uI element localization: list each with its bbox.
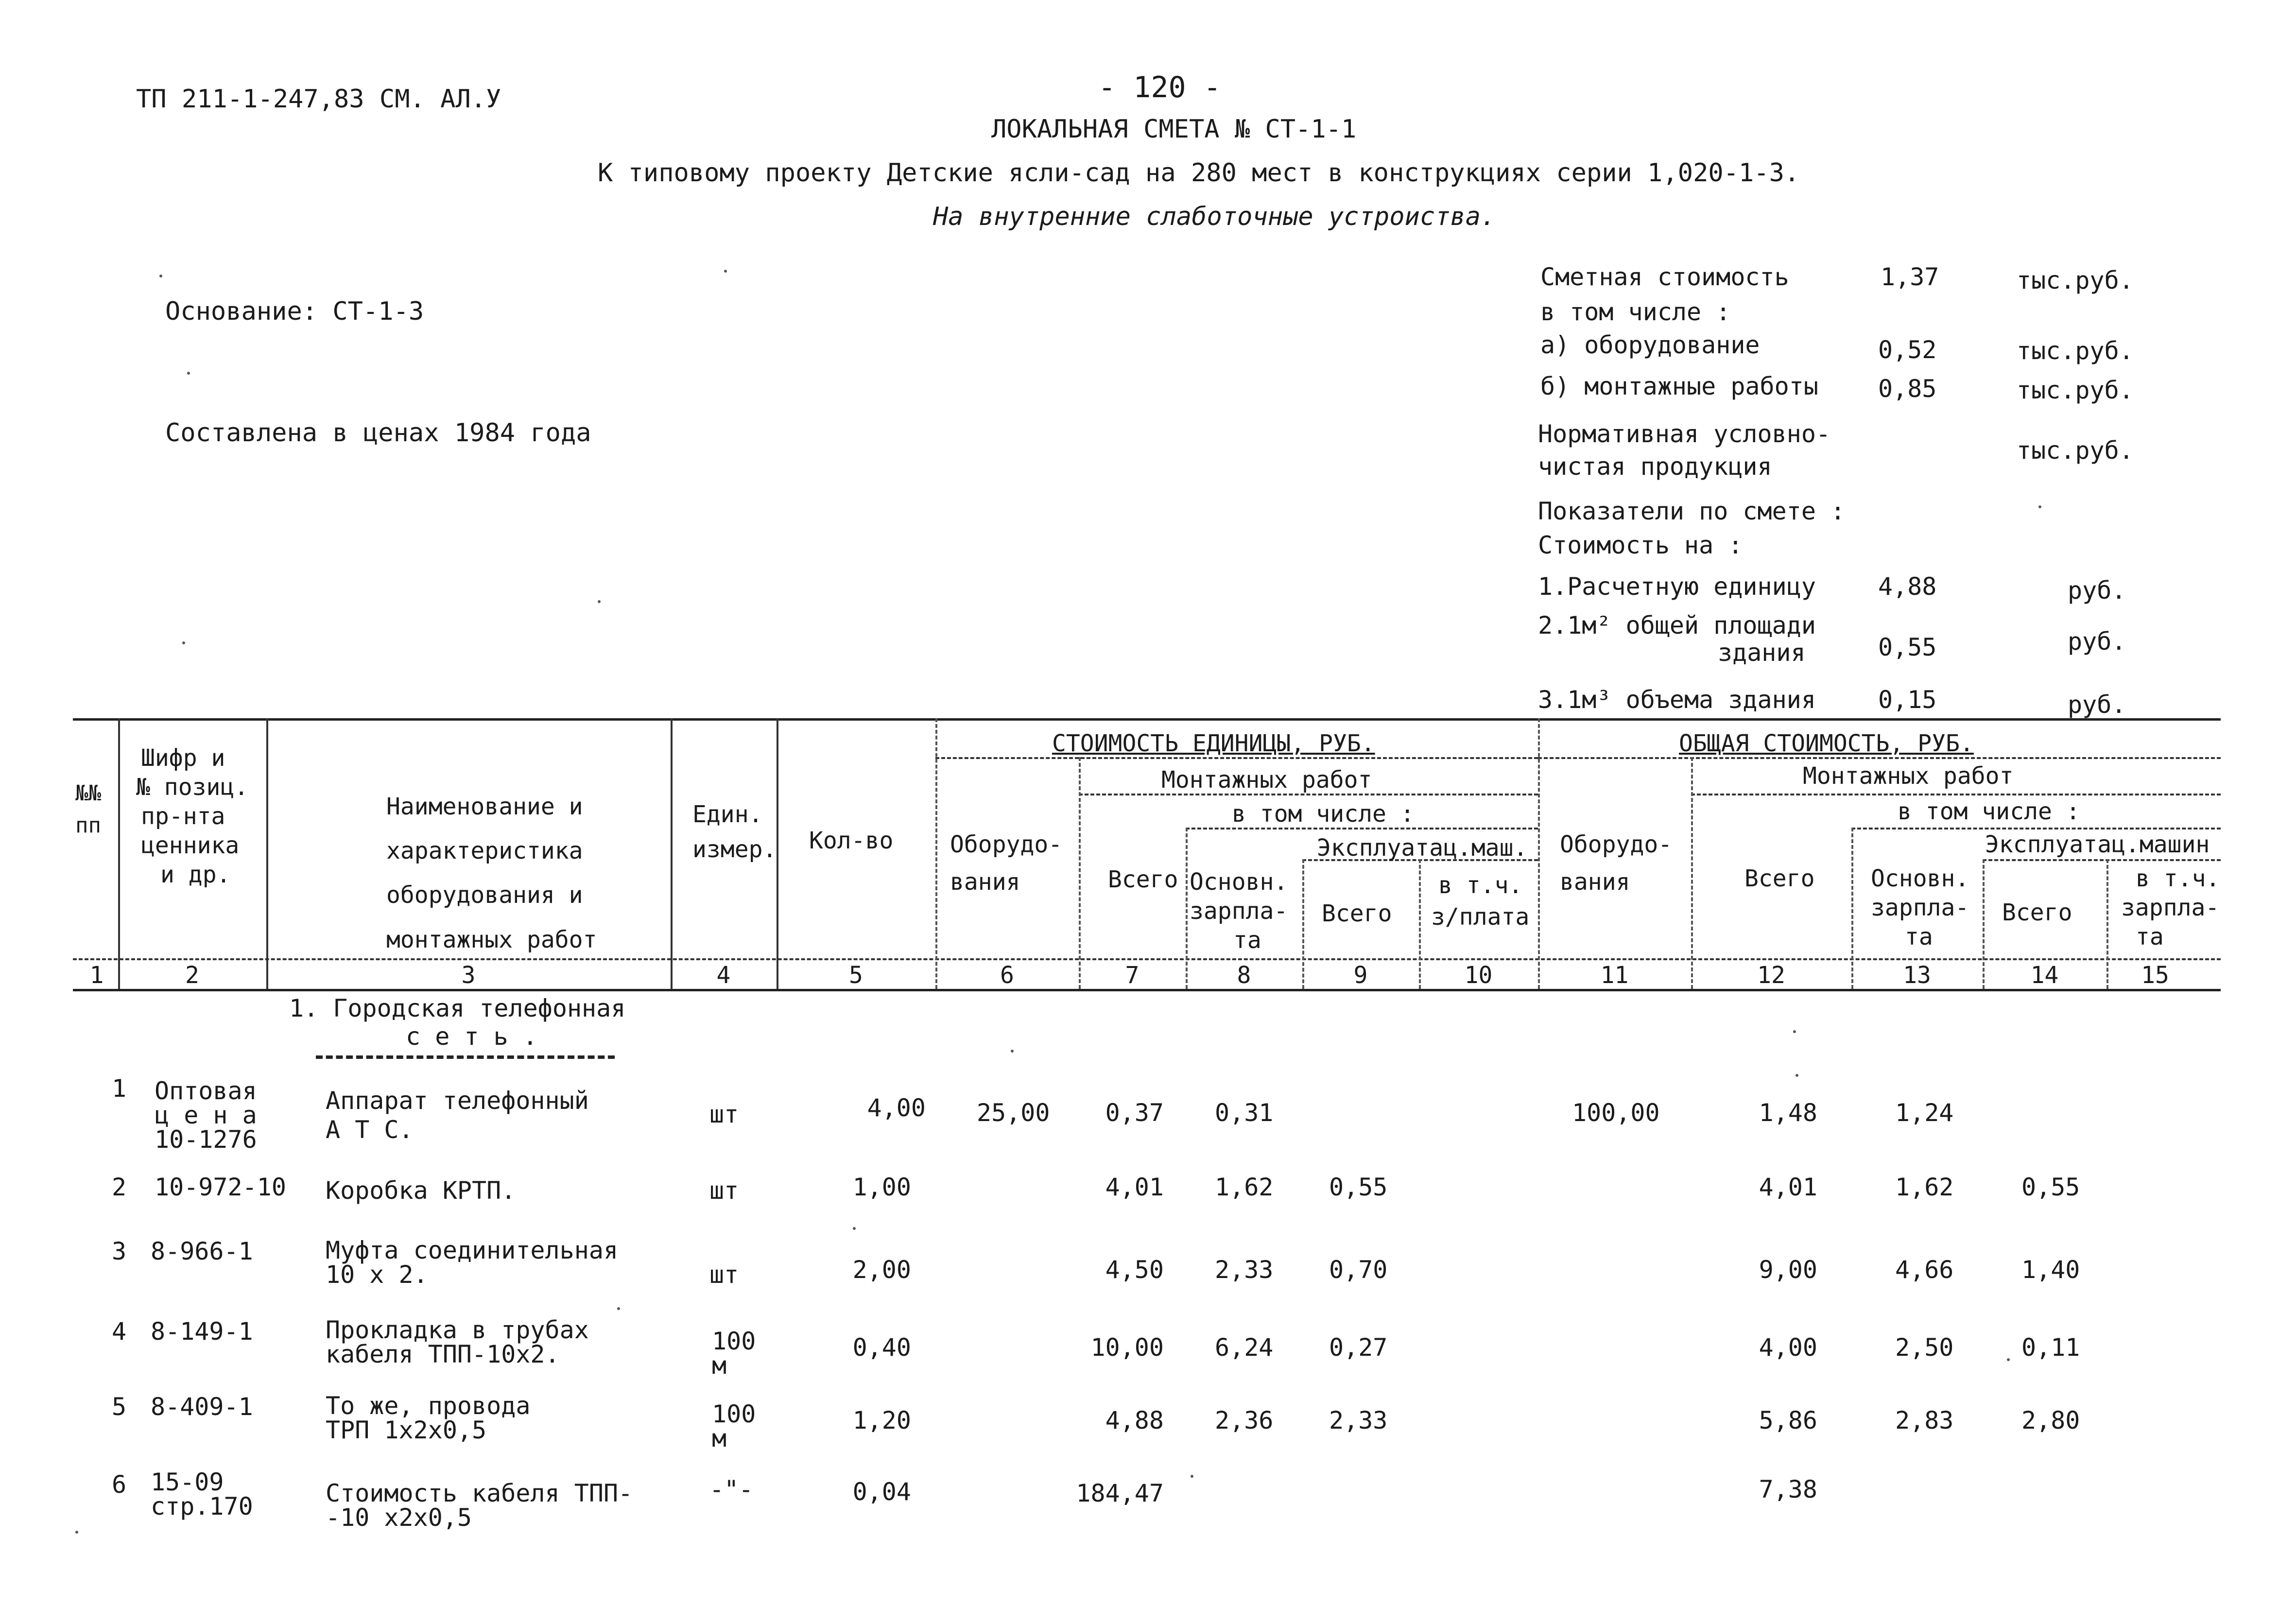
- row-name-line-1: Коробка КРТП.: [326, 1176, 516, 1205]
- col-divider-3: [671, 718, 673, 989]
- scan-speck: [598, 600, 601, 603]
- header-total-mach-total: Всего: [2002, 899, 2072, 926]
- header-unit-cost-group: СТОИМОСТЬ ЕДИНИЦЫ, РУБ.: [1052, 730, 1375, 757]
- row-unit-base-wage: 2,33: [1215, 1256, 1274, 1284]
- row-unit-base-wage: 0,31: [1215, 1099, 1274, 1127]
- row-unit-machines: 0,27: [1329, 1333, 1388, 1362]
- col-divider-5: [935, 718, 937, 989]
- row-code-line-2: ц е н а: [155, 1101, 257, 1129]
- row-name-line-2: кабеля ТПП-10х2.: [326, 1340, 560, 1368]
- indicator-2-value: 0,55: [1878, 633, 1937, 661]
- header-name-line-4: монтажных работ: [386, 926, 597, 953]
- header-total-total: Всего: [1744, 865, 1815, 892]
- indicator-1-unit: руб.: [2068, 576, 2126, 605]
- row-name-line-1: Стоимость кабеля ТПП-: [326, 1479, 633, 1507]
- row-total-machines: 1,40: [2021, 1256, 2080, 1284]
- col-number-4: 4: [716, 962, 731, 989]
- normative-label-2: чистая продукция: [1538, 452, 1772, 481]
- row-name: [326, 1481, 633, 1530]
- scan-speck: [1011, 1050, 1014, 1053]
- header-unit-mach-wage: [1431, 870, 1529, 933]
- row-code: [151, 1470, 253, 1519]
- row-code-line-1: Оптовая: [155, 1077, 257, 1105]
- row-code-line-1: 8-966-1: [151, 1237, 253, 1265]
- row-number: 6: [112, 1470, 127, 1499]
- col-divider-10: [1538, 718, 1540, 989]
- row-total-total: 4,00: [1759, 1333, 1817, 1362]
- col-number-5: 5: [849, 962, 863, 989]
- header-total-install: Монтажных работ: [1803, 762, 2014, 790]
- header-unit-line-1: Един.: [692, 801, 763, 828]
- section-title-line-2: с е т ь .: [406, 1022, 537, 1051]
- header-total-machines: Эксплуатац.машин: [1985, 831, 2210, 858]
- header-total-mach-wage-line-3: та: [2136, 923, 2164, 950]
- col-number-12: 12: [1757, 962, 1785, 989]
- row-total-total: 4,01: [1759, 1173, 1817, 1201]
- row-name-line-1: Аппарат телефонный: [326, 1087, 589, 1115]
- header-unit-base-wage: [1190, 867, 1288, 955]
- scan-speck: [182, 641, 185, 644]
- header-unit-equipment-line-1: Оборудо-: [950, 831, 1063, 858]
- prices-text: Составлена в ценах 1984 года: [165, 418, 591, 448]
- row-total-base-wage: 2,83: [1895, 1406, 1954, 1434]
- total-including-line: [1851, 828, 2221, 829]
- header-name: [386, 785, 597, 962]
- col-divider-6: [1079, 757, 1081, 989]
- estimated-cost-value: 1,37: [1881, 263, 1939, 291]
- row-number: 3: [112, 1237, 127, 1265]
- header-unit-mach-wage-line-2: з/плата: [1431, 903, 1530, 931]
- row-unit-machines: 0,55: [1329, 1173, 1388, 1201]
- header-total-base-wage-line-1: Основн.: [1871, 865, 1969, 892]
- indicator-2-unit: руб.: [2068, 627, 2126, 656]
- row-unit: 100 м: [712, 1400, 756, 1452]
- table-top-border: [73, 718, 2221, 721]
- row-total-total: 5,86: [1759, 1406, 1817, 1434]
- row-unit-total: 4,88: [1105, 1406, 1164, 1434]
- row-code-line-3: 10-1276: [155, 1125, 257, 1154]
- row-total-base-wage: 1,24: [1895, 1099, 1954, 1127]
- header-unit-mach-wage-line-1: в т.ч.: [1438, 872, 1523, 899]
- normative-unit: тыс.руб.: [2017, 436, 2134, 465]
- normative-label-1: Нормативная условно-: [1538, 420, 1831, 448]
- header-total-equipment-line-2: вания: [1560, 868, 1630, 896]
- header-total-mach-wage: [2121, 864, 2220, 951]
- col-number-6: 6: [1000, 962, 1014, 989]
- install-value: 0,85: [1878, 375, 1937, 403]
- section-title: [289, 996, 625, 1049]
- row-unit-machines: 0,70: [1329, 1256, 1388, 1284]
- total-install-line: [1691, 794, 2221, 795]
- row-unit-base-wage: 2,36: [1215, 1406, 1274, 1434]
- header-total-base-wage-line-2: зарпла-: [1871, 894, 1969, 921]
- row-total-total: 7,38: [1759, 1475, 1817, 1503]
- row-code-line-1: 10-972-10: [155, 1173, 286, 1201]
- indicators-label: Показатели по смете :: [1538, 497, 1846, 525]
- scan-speck: [75, 1531, 78, 1534]
- header-total-cost-group: ОБЩАЯ СТОИМОСТЬ, РУБ.: [1679, 730, 1974, 757]
- header-unit-equipment-line-2: вания: [950, 868, 1020, 896]
- header-row-number: №№ пп: [75, 781, 101, 838]
- scan-speck: [1793, 1030, 1796, 1033]
- header-unit-mach-total: Всего: [1322, 900, 1392, 927]
- basis-text: Основание: СТ-1-3: [165, 297, 424, 326]
- install-label: б) монтажные работы: [1540, 372, 1818, 400]
- row-name-line-1: Прокладка в трубах: [326, 1316, 589, 1344]
- col-number-1: 1: [89, 962, 104, 989]
- row-quantity: 0,04: [852, 1478, 911, 1506]
- row-name-line-1: То же, провода: [326, 1392, 531, 1420]
- row-name-line-2: А Т С.: [326, 1116, 414, 1144]
- estimate-title: ЛОКАЛЬНАЯ СМЕТА № СТ-1-1: [991, 115, 1357, 144]
- row-name: [326, 1086, 589, 1144]
- row-quantity: 2,00: [852, 1256, 911, 1284]
- header-total-equipment: [1560, 826, 1672, 901]
- row-unit-machines: 2,33: [1329, 1406, 1388, 1434]
- row-quantity: 1,00: [852, 1173, 911, 1201]
- row-name: [326, 1318, 589, 1366]
- row-unit-base-wage: 1,62: [1215, 1173, 1274, 1201]
- row-unit: шт: [709, 1176, 739, 1205]
- row-name-line-2: ТРП 1х2х0,5: [326, 1416, 487, 1444]
- header-code-line-4: ценника: [141, 832, 240, 859]
- header-unit: [692, 797, 777, 867]
- row-number: 5: [112, 1393, 127, 1421]
- row-total-machines: 0,11: [2021, 1333, 2080, 1362]
- row-unit: шт: [709, 1100, 739, 1128]
- col-divider-11: [1691, 757, 1693, 989]
- indicator-3-unit: руб.: [2068, 691, 2126, 719]
- estimated-cost-label: Сметная стоимость: [1540, 263, 1789, 291]
- col-number-3: 3: [461, 962, 476, 989]
- scan-speck: [617, 1307, 620, 1310]
- scan-speck: [187, 372, 190, 375]
- row-name-line-1: Муфта соединительная: [326, 1236, 619, 1264]
- page-number: - 120 -: [1098, 70, 1221, 104]
- scan-speck: [2038, 505, 2041, 508]
- header-unit-install: Монтажных работ: [1161, 766, 1372, 794]
- header-unit-base-wage-line-3: та: [1233, 927, 1261, 954]
- row-number: 1: [112, 1074, 127, 1103]
- scan-speck: [159, 275, 162, 277]
- row-total-machines: 0,55: [2021, 1173, 2080, 1201]
- row-quantity: 0,40: [852, 1333, 911, 1362]
- header-unit-equipment: [950, 826, 1062, 901]
- col-divider-2: [266, 718, 268, 989]
- header-quantity: Кол-во: [809, 827, 894, 854]
- row-name: [326, 1394, 530, 1442]
- col-number-2: 2: [185, 962, 199, 989]
- row-code: [155, 1175, 286, 1199]
- scan-speck: [724, 270, 727, 273]
- col-divider-1: [118, 718, 120, 989]
- row-total-base-wage: 4,66: [1895, 1256, 1954, 1284]
- row-unit-total: 4,01: [1105, 1173, 1164, 1201]
- indicator-2-label-1: 2.1м² общей площади: [1538, 611, 1816, 639]
- col-number-8: 8: [1237, 962, 1251, 989]
- indicator-3-value: 0,15: [1878, 686, 1937, 714]
- header-unit-including: в том числе :: [1232, 800, 1415, 828]
- header-code-line-2: № позиц.: [136, 774, 249, 801]
- col-number-11: 11: [1600, 962, 1629, 989]
- row-total-total: 9,00: [1759, 1256, 1817, 1284]
- indicator-2-label-2: здания: [1718, 639, 1806, 667]
- row-unit: шт: [709, 1261, 739, 1289]
- header-total-base-wage: [1871, 864, 1969, 951]
- row-number: 2: [112, 1173, 127, 1201]
- col-number-10: 10: [1464, 962, 1493, 989]
- row-code-line-1: 8-409-1: [151, 1393, 253, 1421]
- header-unit-line-2: измер.: [692, 836, 777, 863]
- install-unit: тыс.руб.: [2017, 376, 2134, 404]
- header-total-mach-wage-line-2: зарпла-: [2121, 894, 2220, 921]
- row-unit-total: 0,37: [1105, 1099, 1164, 1127]
- header-unit-base-wage-line-1: Основн.: [1190, 868, 1288, 896]
- header-name-line-2: характеристика: [386, 837, 583, 865]
- estimate-subtitle-2: На внутренние слаботочные устроиства.: [933, 202, 1496, 231]
- document-code: ТП 211-1-247,83 СМ. АЛ.У: [136, 85, 501, 114]
- header-total-equipment-line-1: Оборудо-: [1560, 831, 1673, 858]
- row-quantity: 4,00: [867, 1094, 926, 1122]
- row-total-total: 1,48: [1759, 1099, 1817, 1127]
- indicator-1-label: 1.Расчетную единицу: [1538, 572, 1816, 601]
- header-code: [136, 743, 249, 889]
- row-total-machines: 2,80: [2021, 1406, 2080, 1434]
- row-unit-base-wage: 6,24: [1215, 1333, 1274, 1362]
- row-unit: -"-: [709, 1475, 754, 1503]
- estimate-subtitle: К типовому проекту Детские ясли-сад на 280 мест в конструкциях серии 1,020-1-3.: [598, 158, 1800, 188]
- header-total-including: в том числе :: [1898, 798, 2080, 825]
- row-unit-equipment: 25,00: [977, 1099, 1050, 1127]
- row-number: 4: [112, 1317, 127, 1346]
- header-name-line-3: оборудования и: [386, 881, 583, 909]
- row-code-line-1: 8-149-1: [151, 1317, 253, 1346]
- row-code: [151, 1395, 253, 1419]
- cost-per-label: Стоимость на :: [1538, 531, 1743, 559]
- section-title-line-1: 1. Городская телефонная: [289, 994, 626, 1022]
- equipment-unit: тыс.руб.: [2017, 337, 2134, 365]
- col-number-9: 9: [1353, 962, 1368, 989]
- equipment-label: а) оборудование: [1540, 331, 1760, 359]
- header-unit-total: Всего: [1108, 866, 1178, 893]
- row-unit-total: 184,47: [1076, 1479, 1164, 1507]
- scan-speck: [1795, 1074, 1798, 1077]
- col-number-7: 7: [1125, 962, 1139, 989]
- row-total-base-wage: 2,50: [1895, 1333, 1954, 1362]
- row-unit: 100 м: [712, 1327, 756, 1380]
- row-quantity: 1,20: [852, 1406, 911, 1434]
- col-number-15: 15: [2141, 962, 2169, 989]
- col-number-13: 13: [1903, 962, 1931, 989]
- header-code-line-3: пр-нта: [141, 803, 225, 830]
- row-name-line-2: 10 х 2.: [326, 1261, 428, 1289]
- indicator-1-value: 4,88: [1878, 572, 1937, 601]
- header-total-mach-wage-line-1: в т.ч.: [2136, 865, 2220, 892]
- header-unit-base-wage-line-2: зарпла-: [1190, 898, 1288, 925]
- section-title-underline: [316, 1055, 615, 1059]
- header-code-line-1: Шифр и: [141, 744, 225, 772]
- row-name-line-2: -10 х2х0,5: [326, 1503, 472, 1532]
- row-code-line-1: 15-09: [151, 1468, 224, 1496]
- scan-speck: [853, 1227, 856, 1230]
- indicator-3-label: 3.1м³ объема здания: [1538, 686, 1816, 714]
- col-number-14: 14: [2030, 962, 2059, 989]
- total-machines-line: [1983, 859, 2221, 861]
- header-unit-machines: Эксплуатац.маш.: [1317, 834, 1528, 862]
- header-name-line-1: Наименование и: [386, 793, 583, 820]
- header-total-base-wage-line-3: та: [1905, 923, 1933, 950]
- row-code-line-2: стр.170: [151, 1492, 253, 1521]
- row-code: [151, 1319, 253, 1344]
- header-code-line-5: и др.: [160, 861, 231, 888]
- row-code: [151, 1239, 253, 1263]
- row-code: [155, 1079, 257, 1152]
- row-total-base-wage: 1,62: [1895, 1173, 1954, 1201]
- row-unit-total: 10,00: [1090, 1333, 1164, 1362]
- row-name: [326, 1238, 618, 1287]
- equipment-value: 0,52: [1878, 336, 1937, 364]
- row-unit-total: 4,50: [1105, 1256, 1164, 1284]
- scan-speck: [2007, 1358, 2010, 1361]
- col-divider-4: [777, 718, 778, 989]
- row-name: [326, 1178, 516, 1203]
- estimated-cost-unit: тыс.руб.: [2017, 266, 2134, 294]
- row-total-equipment: 100,00: [1572, 1099, 1660, 1127]
- including-label: в том числе :: [1540, 298, 1731, 326]
- scan-speck: [1191, 1475, 1193, 1478]
